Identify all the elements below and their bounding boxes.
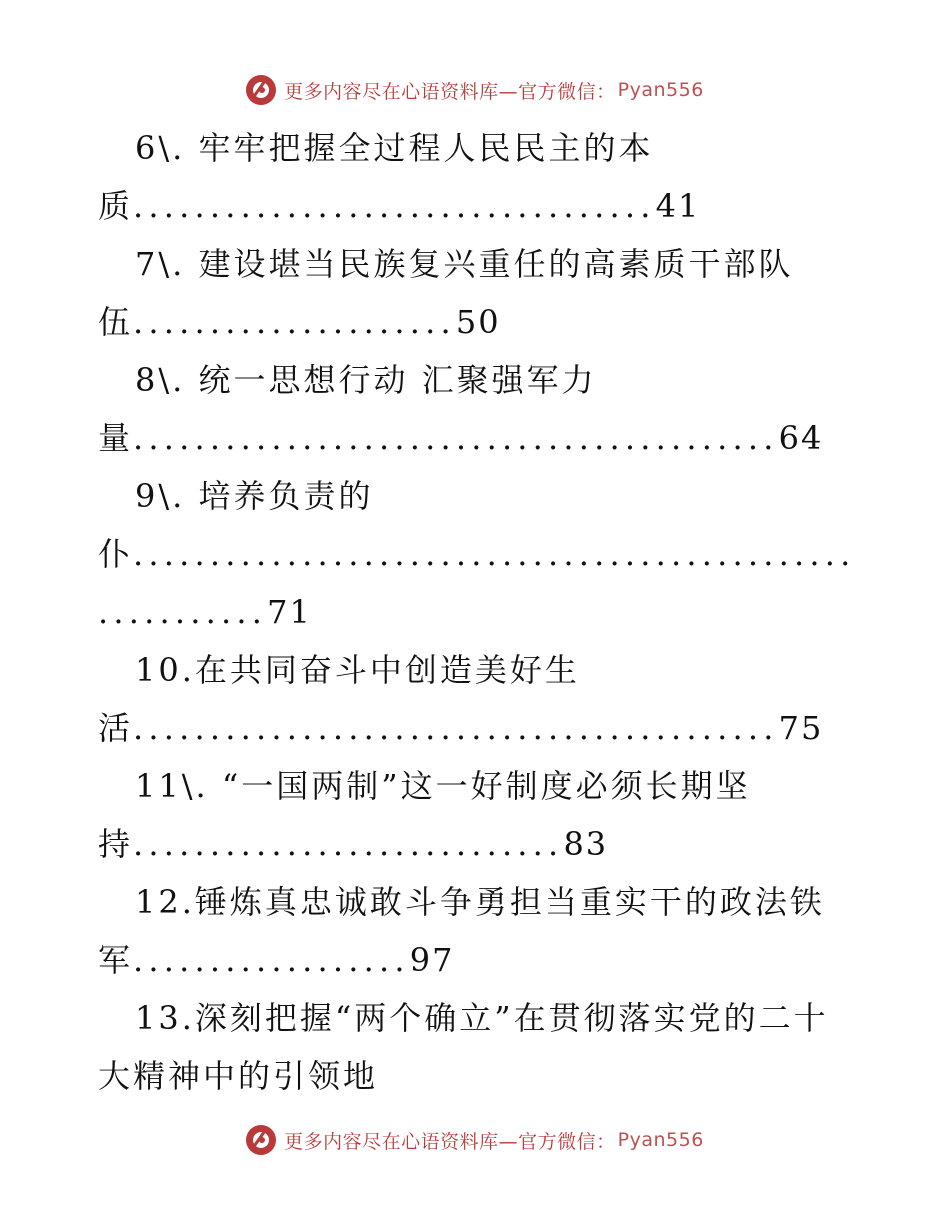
- toc-page-number: 64: [778, 419, 824, 457]
- watermark-wechat-id: Pyan556: [617, 1129, 704, 1151]
- toc-leader: ...............................................: [133, 535, 856, 573]
- toc-page-number: 71: [267, 593, 312, 631]
- toc-page-number: 41: [655, 187, 701, 225]
- toc-cont-12: [98, 940, 454, 980]
- toc-leader: ............................: [133, 825, 564, 863]
- toc-cont-text: 伍: [98, 303, 134, 341]
- watermark-text: 更多内容尽在心语资料库—官方微信：: [284, 1130, 616, 1153]
- toc-title-11: 11\. “一国两制”这一好制度必须长期坚: [135, 767, 751, 805]
- watermark-text: 更多内容尽在心语资料库—官方微信：: [284, 80, 616, 103]
- watermark-footer: [0, 1120, 950, 1160]
- toc-leader: ...........: [98, 593, 268, 631]
- toc-title-10: 10.在共同奋斗中创造美好生: [135, 651, 580, 689]
- toc-title-6: 6\. 牢牢把握全过程人民民主的本: [135, 129, 654, 167]
- toc-title-9: 9\. 培养负责的: [135, 477, 374, 515]
- toc-title-13: 13.深刻把握“两个确立”在贯彻落实党的二十: [135, 999, 829, 1037]
- toc-cont-7: [98, 302, 501, 342]
- toc-cont-13: 大精神中的引领地: [98, 1057, 379, 1095]
- watermark-wechat-id: Pyan556: [617, 79, 704, 101]
- toc-cont-9b: [98, 592, 312, 632]
- toc-leader: .....................: [133, 303, 456, 341]
- toc-cont-text: 活: [98, 709, 134, 747]
- toc-leader: ..........................................: [133, 709, 779, 747]
- watermark-header: [0, 70, 950, 110]
- toc-cont-text: 持: [98, 825, 134, 863]
- toc-page-number: 50: [455, 303, 501, 341]
- toc-title-8: 8\. 统一思想行动 汇聚强军力: [135, 361, 597, 399]
- toc-cont-6: [98, 186, 700, 226]
- toc-cont-text: 质: [98, 187, 134, 225]
- toc-cont-text: 军: [98, 941, 134, 979]
- toc-cont-11: [98, 824, 608, 864]
- toc-cont-text: 仆: [98, 535, 134, 573]
- toc-leader: ..........................................: [133, 419, 779, 457]
- toc-page-number: 83: [563, 825, 609, 863]
- toc-page-number: 75: [778, 709, 824, 747]
- toc-title-7: 7\. 建设堪当民族复兴重任的高素质干部队: [135, 245, 794, 283]
- toc-leader: ..................: [133, 941, 410, 979]
- toc-page-number: 97: [409, 941, 455, 979]
- toc-cont-9: [98, 534, 856, 574]
- toc-leader: ..................................: [133, 187, 656, 225]
- pen-logo-icon: [246, 1125, 276, 1155]
- pen-logo-icon: [246, 75, 276, 105]
- toc-cont-text: 量: [98, 419, 134, 457]
- toc-title-12: 12.锤炼真忠诚敢斗争勇担当重实干的政法铁: [135, 883, 825, 921]
- toc-cont-8: [98, 418, 823, 458]
- toc-cont-10: [98, 708, 823, 748]
